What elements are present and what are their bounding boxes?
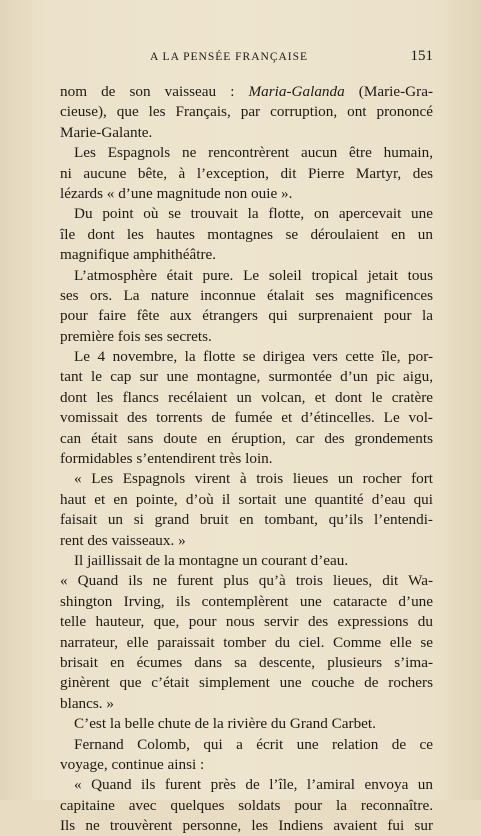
text-line: rent des vaisseaux. » [60,531,186,549]
text-line: « Quand ils ne furent plus qu’à trois lieues, dit Wa- [60,572,433,590]
text-line: ses ors. La nature inconnue étalait ses magnificences [60,286,433,304]
text-line: première fois ses secrets. [60,327,212,345]
ship-name: Maria-Galanda [248,83,345,100]
text-line: L’atmosphère était pure. Le soleil tropical jetait tous [74,266,433,284]
text-line: ni aucune bête, à l’exception, dit Pierre Martyr, des [60,164,433,182]
text-line: haut et en pointe, d’où il sortait une quantité d’eau qui [60,490,433,508]
text-line: Les Espagnols ne rencontrèrent aucun être humain, [74,144,433,162]
text-line: blancs. » [60,694,114,712]
text-line: voyage, continue ainsi : [60,755,205,773]
text-line: telle hauteur, que, pour nous servir des expressions du [60,613,433,631]
text-line: vomissait des torrents de fumée et d’étincelles. Le vol- [60,409,433,427]
text-line: pour faire fête aux étrangers qui surprenaient pour la [60,307,433,325]
page-number: 151 [410,48,433,64]
text-line: magnifique amphithéâtre. [60,246,217,264]
text-line: Le 4 novembre, la flotte se dirigea vers cette île, por- [74,348,433,366]
text-line: can était sans doute en éruption, car des grondements [60,429,433,447]
text-line: nom de son vaisseau : Maria-Galanda (Marie-Gra- [60,83,434,100]
text-line: « Quand ils furent près de l’île, l’amiral envoya un [74,776,433,794]
text-line: capitaine avec quelques soldats pour la reconnaître. [60,796,433,814]
page-header [60,48,433,66]
text-line: brisait en écumes dans sa descente, plusieurs s’ima- [60,653,433,671]
text-line: ginèrent que c’était simplement une couche de rochers [60,674,433,692]
text-line: C’est la belle chute de la rivière du Grand Carbet. [74,715,376,733]
text-line: narrateur, elle paraissait tomber du ciel. Comme elle se [60,633,433,651]
body-text [60,82,433,836]
text-line: Du point où se trouvait la flotte, on apercevait une [74,205,433,223]
text-line: faisait un si grand bruit en tombant, qu’ils l’entendi- [60,511,433,529]
text-line: Il jaillissait de la montagne un courant d’eau. [74,551,349,569]
text-line: dont les flancs recélaient un volcan, et dont le cratère [60,388,433,406]
text-line: lézards « d’une magnitude non ouie ». [60,184,293,202]
text-line: shington Irving, ils contemplèrent une cataracte d’une [60,592,433,610]
running-title: A LA PENSÉE FRANÇAISE [150,51,309,63]
text-line: cieuse), que les Français, par corruption, ont prononcé [60,103,433,121]
text-line: « Les Espagnols virent à trois lieues un rocher fort [74,470,433,488]
text-line: formidables s’entendirent très loin. [60,450,273,468]
text-line: Ils ne trouvèrent personne, les Indiens avaient fui sur [60,817,433,835]
text-line: tant le cap sur une montagne, surmontée d’un pic aigu, [60,368,433,386]
text-line: Fernand Colomb, qui a écrit une relation de ce [74,735,433,753]
text-line: Marie-Galante. [60,123,153,141]
text-line: île dont les hautes montagnes se déroulaient en un [60,225,433,243]
